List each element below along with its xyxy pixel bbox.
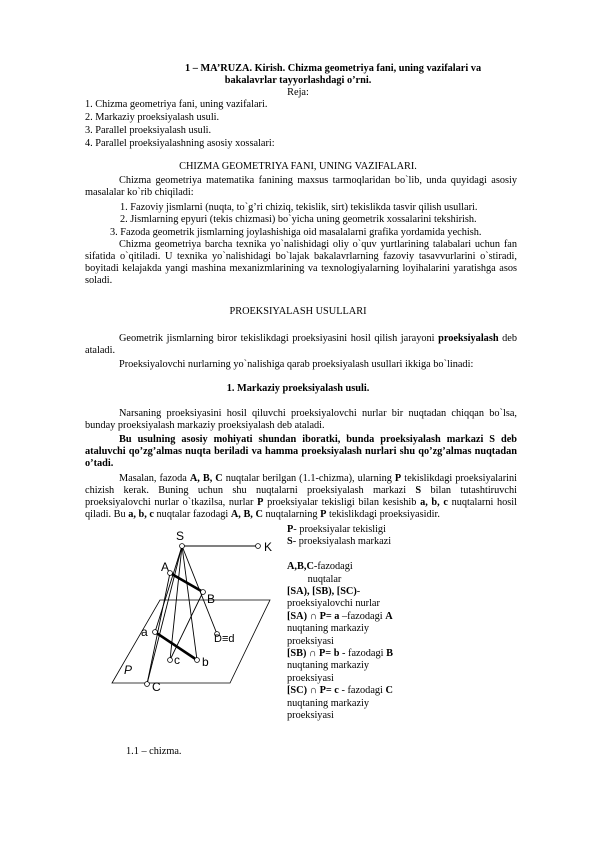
- legend-line: [SA) ∩ P= a –fazodagi A: [287, 610, 393, 622]
- label-a-projection: a: [141, 625, 148, 639]
- label-k: K: [264, 540, 273, 554]
- central-projection-figure: [110, 525, 295, 695]
- label-b: B: [207, 592, 216, 606]
- legend-line: nuqtaning markaziy: [287, 660, 370, 672]
- segment-a-c: [147, 573, 170, 684]
- projection-types-paragraph: Proeksiyalovchi nurlarning yo`nalishiga qarab proeksiyalash usullari ikkiga bo`linadi:: [119, 359, 474, 370]
- segment-b-c: [170, 592, 203, 660]
- section-heading-central-projection: 1. Markaziy proeksiyalash usuli.: [226, 383, 370, 394]
- legend-line: proeksiyalovchi nurlar: [287, 598, 380, 610]
- plan-item: 4. Parallel proeksiyalashning asosiy xossalari:: [85, 138, 275, 149]
- point-s: [180, 544, 185, 549]
- point-k: [256, 544, 261, 549]
- figure-caption: 1.1 – chizma.: [126, 746, 182, 757]
- legend-line: proeksiyasi: [287, 672, 334, 684]
- point-a-projection: [153, 630, 158, 635]
- point-b-projection: [195, 658, 200, 663]
- lecture-title-line-1: 1 – MA’RUZA. Kirish. Chizma geometriya fani, uning vazifalari va: [185, 63, 482, 74]
- task-item: 3. Fazoda geometrik jismlarning joylashishiga oid masalalarni grafika yordamida yechish.: [110, 227, 482, 238]
- legend-line: P- proeksiyalar tekisligi: [287, 524, 386, 535]
- plan-label: Reja:: [287, 87, 309, 98]
- legend-line: proeksiyasi: [287, 635, 334, 647]
- label-c-projection: c: [174, 653, 180, 667]
- label-c: C: [152, 680, 161, 694]
- legend-line: S- proeksiyalash markazi: [287, 536, 392, 548]
- segment-a-b: [170, 573, 203, 592]
- example-paragraph: Masalan, fazoda A, B, C nuqtalar berilgan (1.1-chizma), ularning P tekislikdagi proeksiyalarini chizish kerak. Buning uchun shu nuqtalarni proeksiyalash markazi S bilan tutashtiruvchi proeksiyalovchi nurlar o`tkazilsa, nurlar P proeksiyalar tekisligi bilan kesishib a, b, c nuqtalarni hosil qiladi. Bu a, b, c nuqtalar fazodagi A, B, C nuqtalarning P tekislikdagi proeksiyasidir.: [85, 473, 518, 520]
- point-b: [201, 590, 206, 595]
- ray-s-a: [155, 546, 182, 632]
- subject-description-paragraph: Chizma geometriya barcha texnika yo`nalishidagi oliy o`quv yurtlarining talabalari uchun fan sifatida o`qitiladi. U texnika yo`nalishidagi bo`lajak bakalavrlarning fazoviy tasavvurlarini o`stiradi, boyitadi kelajakda yangi mashina mexanizmlarining va texnologiyalarning loyihalarini yaratishga asos soladi.: [85, 239, 517, 286]
- projection-definition-paragraph: Geometrik jismlarning biror tekislikdagi proeksiyasini hosil qilish jarayoni proeksiyalash deb ataladi.: [85, 333, 517, 356]
- central-projection-essence-paragraph: Bu usulning asosiy mohiyati shundan iboratki, bunda proeksiyalash markazi S deb ataluvchi qo’zg’almas nuqta beriladi va hamma proeksiyalash nurlari shu qo’zg’almas nuqtadan o’tadi.: [85, 434, 517, 469]
- central-projection-paragraph: Narsaning proeksiyasini hosil qiluvchi proeksiyalovchi nurlar bir nuqtadan chiqqan bo`lsa, bunday proeksiyalash markaziy proeksiyalash deb ataladi.: [85, 408, 517, 431]
- legend-line: nuqtaning markaziy: [287, 623, 370, 635]
- label-d: D≡d: [214, 633, 235, 645]
- plan-item: 1. Chizma geometriya fani, uning vazifalari.: [85, 99, 268, 110]
- task-item: 2. Jismlarning epyuri (tekis chizmasi) bo`yicha uning geometrik xossalarini tekshirish.: [120, 214, 477, 225]
- section-heading-subject: CHIZMA GEOMETRIYA FANI, UNING VAZIFALARI.: [179, 161, 417, 172]
- label-plane-p: P: [124, 663, 133, 677]
- plan-item: 2. Markaziy proeksiyalash usuli.: [85, 112, 220, 123]
- legend-line: [SA), [SB), [SC)-: [287, 586, 361, 597]
- label-a: A: [161, 560, 170, 574]
- section-heading-projection-methods: PROEKSIYALASH USULLARI: [229, 306, 367, 317]
- task-item: 1. Fazoviy jismlarni (nuqta, to`g’ri chiziq, tekislik, sirt) tekislikda tasvir qilish usullari.: [120, 202, 478, 213]
- point-c-projection: [168, 658, 173, 663]
- plan-item: 3. Parallel proeksiyalash usuli.: [85, 125, 212, 136]
- legend-line: nuqtalar: [287, 573, 342, 585]
- label-b-projection: b: [202, 655, 209, 669]
- lecture-title-line-2: bakalavrlar tayyorlashdagi o’rni.: [224, 75, 372, 86]
- legend-line: nuqtaning markaziy: [287, 697, 370, 709]
- point-c: [145, 682, 150, 687]
- legend-line: [SB) ∩ P= b - fazodagi B: [287, 648, 393, 659]
- label-s: S: [176, 529, 185, 543]
- legend-line: A,B,C-fazodagi: [287, 561, 353, 573]
- section-intro-paragraph: Chizma geometriya matematika fanining maxsus tarmoqlaridan bo`lib, unda quyidagi asosiy masalalar ko`rib chiqiladi:: [85, 175, 517, 198]
- legend-line: [SC) ∩ P= c - fazodagi C: [287, 685, 393, 697]
- legend-line: proeksiyasi: [287, 710, 334, 721]
- ray-s-b: [182, 546, 197, 660]
